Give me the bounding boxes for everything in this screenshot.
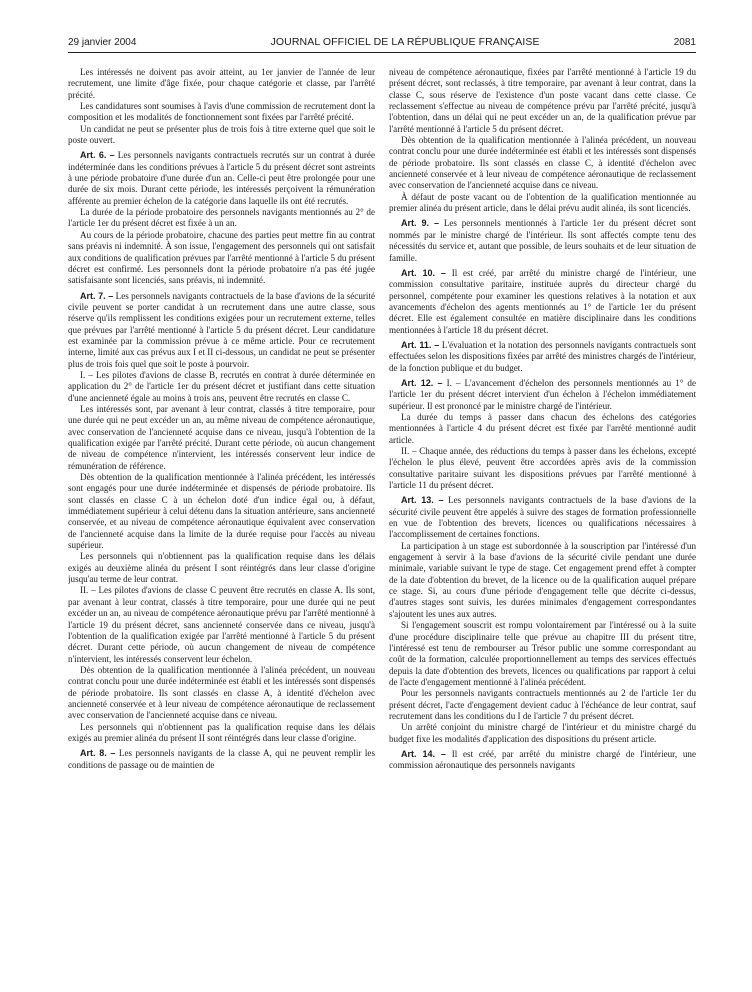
- paragraph: [68, 230, 375, 287]
- paragraph-text: L'évaluation et la notation des personnels navigants contractuels sont effectuées selon les dispositions fixées par arrêté des ministres chargés de l'intérieur, de la fonction publique et du budget.: [389, 339, 696, 373]
- right-column: [389, 67, 696, 992]
- paragraph: [68, 585, 375, 664]
- paragraph: [68, 370, 375, 404]
- paragraph: [68, 722, 375, 745]
- text-columns: [68, 67, 696, 992]
- paragraph-text: Dès obtention de la qualification mentionnée à l'alinéa précédent, un nouveau contrat conclu pour une durée indéterminée est établi et les intéressés sont dispensés de période probatoire. Ils sont classés en classe A, à identité d'échelon avec ancienneté conservée et à leur niveau de compétence aéronautique de reclassement avec conservation de l'ancienneté acquise dans ce niveau.: [68, 664, 375, 721]
- paragraph-text: Les intéressés ne doivent pas avoir atteint, au 1er janvier de l'année de leur recrutement, une limite d'âge fixée, pour chaque catégorie et classe, par l'arrêté précité.: [68, 67, 375, 100]
- paragraph-text: Il est créé, par arrêté du ministre chargé de l'intérieur, une commission aéronautique des personnels navigants: [389, 748, 696, 771]
- paragraph: [68, 124, 375, 147]
- article-number: Art. 10. –: [401, 267, 446, 278]
- paragraph: [389, 688, 696, 722]
- paragraph-text: Pour les personnels navigants contractuels mentionnés au 2 de l'article 1er du présent décret, l'acte d'engagement devient caduc à l'échéance de leur contrat, sauf recrutement dans les conditions du I de l'article 7 du présent décret.: [389, 688, 696, 721]
- paragraph-text: I. – L'avancement d'échelon des personnels mentionnés au 1° de l'article 1er du présent décret intervient d'un échelon à l'échelon immédiatement supérieur. Il est prononcé par le ministre chargé de l'intérieur.: [389, 377, 696, 411]
- article-paragraph: [389, 378, 696, 412]
- article-paragraph: [68, 748, 375, 771]
- paragraph: [389, 67, 696, 135]
- paragraph-text: Dès obtention de la qualification mentionnée à l'alinéa précédent, un nouveau contrat conclu pour une durée indéterminée est établi et les intéressés sont dispensés de période probatoire. Ils sont classés en classe C, à identité d'échelon avec ancienneté conservée et à leur niveau de compétence aéronautique de reclassement avec conservation de l'ancienneté acquise dans ce niveau.: [389, 135, 696, 191]
- paragraph: [68, 101, 375, 124]
- article-number: Art. 12. –: [401, 377, 443, 388]
- paragraph: [389, 192, 696, 215]
- article-number: Art. 11. –: [401, 339, 440, 350]
- header-date: 29 janvier 2004: [68, 37, 137, 48]
- article-number: Art. 9. –: [401, 218, 440, 229]
- article-number: Art. 14. –: [401, 748, 446, 759]
- paragraph: [68, 665, 375, 722]
- paragraph-text: II. – Chaque année, des réductions du temps à passer dans les échelons, excepté l'échelon le plus élevé, peuvent être accordées après avis de la commission consultative paritaire suivant les dispositions prévues par l'arrêté mentionné à l'article 11 du présent décret.: [389, 446, 696, 491]
- paragraph-text: II. – Les pilotes d'avions de classe C peuvent être recrutés en classe A. Ils sont, par avenant à leur contrat, classés à titre temporaire, pour une durée qui ne peut excéder un an, au niveau de compétence aéronautique prévu par l'arrêté mentionné à l'article 19 du présent décret, sans ancienneté conservée dans ce niveau, jusqu'à l'obtention de la qualification exigée par l'arrêté mentionné à l'article 5 du présent décret. Durant cette période, où aucun changement de niveau de compétence n'intervient, les intéressés conservent leur échelon.: [68, 585, 375, 664]
- paragraph-text: Un arrêté conjoint du ministre chargé de l'intérieur et du ministre chargé du budget fixe les modalités d'application des dispositions du présent article.: [389, 722, 696, 744]
- paragraph-text: Il est créé, par arrêté du ministre chargé de l'intérieur, une commission consultative paritaire, instituée auprès du directeur chargé du personnel, compétente pour examiner les questions relatives à la notation et aux avancements d'échelon des agents mentionnés au 1° de l'article 1er du présent décret. Elle est également consultée en matière disciplinaire dans les conditions mentionnées à l'article 18 du présent décret.: [389, 267, 696, 335]
- article-paragraph: [389, 218, 696, 263]
- paragraph: [389, 412, 696, 446]
- paragraph-text: I. – Les pilotes d'avions de classe B, recrutés en contrat à durée déterminée en application du 2° de l'article 1er du présent décret et justifiant dans cette situation d'une ancienneté égale au moins à trois ans, peuvent être recrutés en classe C.: [68, 369, 375, 403]
- paragraph-text: Dès obtention de la qualification mentionnée à l'alinéa précédent, les intéressés sont engagés pour une durée indéterminée et dispensés de période probatoire. Ils sont classés en classe C à un échelon doté d'un indice égal ou, à défaut, immédiatement supérieur à celui détenu dans la situation antérieure, sans ancienneté conservée, et au niveau de compétence aéronautique équivalent avec conservation de l'ancienneté acquise dans la limite de la durée requise pour l'accès au niveau supérieur.: [68, 472, 375, 551]
- article-paragraph: [389, 268, 696, 336]
- paragraph-text: Les personnels qui n'obtiennent pas la qualification requise dans les délais exigés au premier alinéa du présent II sont réintégrés dans leur classe d'origine.: [68, 721, 375, 743]
- paragraph-text: Les personnels navigants de la classe A, qui ne peuvent remplir les conditions de passage ou de maintien de: [68, 748, 375, 770]
- article-paragraph: [389, 749, 696, 772]
- paragraph: [389, 446, 696, 491]
- article-paragraph: [389, 340, 696, 374]
- paragraph-text: Les personnels navigants contractuels recrutés sur un contrat à durée indéterminée dans les conditions prévues à l'article 5 du présent décret sont astreints à une période probatoire d'une durée d'un an. Celle-ci peut être prolongée pour une durée de six mois. Durant cette période, les intéressés perçoivent la rémunération afférente au premier échelon de la catégorie dans laquelle ils ont été recrutés.: [68, 150, 375, 206]
- paragraph: [389, 135, 696, 192]
- paragraph-text: Les candidatures sont soumises à l'avis d'une commission de recrutement dont la composition et les modalités de fonctionnement sont fixées par l'arrêté précité.: [68, 101, 375, 123]
- paragraph-text: À défaut de poste vacant ou de l'obtention de la qualification mentionnée au premier alinéa du présent article, dans le délai prévu audit alinéa, ils sont licenciés.: [389, 191, 696, 214]
- article-number: Art. 7. –: [80, 290, 114, 301]
- paragraph-text: Les intéressés sont, par avenant à leur contrat, classés à titre temporaire, pour une durée qui ne peut excéder un an, au même niveau de compétence aéronautique, avec conservation de l'ancienneté acquise dans ce niveau, jusqu'à l'obtention de la qualification exigée par l'arrêté précité. Durant cette période, où aucun changement de niveau de compétence n'intervient, les intéressés conservent leur indice de rémunération de référence.: [68, 403, 375, 471]
- paragraph: [68, 551, 375, 585]
- paragraph: [68, 472, 375, 551]
- paragraph-text: Les personnels qui n'obtiennent pas la qualification requise dans les délais exigés au deuxième alinéa du présent I sont réintégrés dans leur classe d'origine jusqu'au terme de leur contrat.: [68, 551, 375, 585]
- paragraph: [68, 67, 375, 101]
- paragraph-text: Les personnels navigants contractuels de la base d'avions de la sécurité civile peuvent se porter candidat à un recrutement dans une autre classe, sous réserve qu'ils remplissent les conditions exigées pour un recrutement externe, telles que prévues par l'arrêté mentionné à l'article 5 du présent décret. Leur candidature est examinée par la commission prévue à ce même article. Pour ce recrutement interne, limité aux cas prévus aux I et II ci-dessous, un candidat ne peut se présenter plus de trois fois quel que soit le poste à pourvoir.: [68, 290, 375, 369]
- paragraph-text: Si l'engagement souscrit est rompu volontairement par l'intéressé ou à la suite d'une procédure disciplinaire telle que prévue au chapitre III du présent titre, l'intéressé est tenu de rembourser au Trésor public une somme correspondant au coût de la formation, calculée proportionnellement au temps des services effectués depuis la date d'obtention des brevets, licences ou qualifications par rapport à celui de l'acte d'engagement mentionné à l'alinéa précédent.: [389, 620, 696, 687]
- header-page-number: 2081: [673, 37, 696, 48]
- paragraph-text: La durée de la période probatoire des personnels navigants mentionnés au 2° de l'article 1er du présent décret est fixée à un an.: [68, 207, 375, 229]
- paragraph-text: niveau de compétence aéronautique, fixées par l'arrêté mentionné à l'article 19 du présent décret, sont reclassés, à titre temporaire, par avenant à leur contrat, dans la classe C, sous réserve de l'existence d'un poste vacant dans cette classe. Ce reclassement s'effectue au niveau de compétence prévu par l'arrêté précité, jusqu'à l'obtention, dans un délai qui ne peut excéder un an, de la qualification prévue par l'arrêté mentionné à l'article 5 du présent décret.: [389, 67, 696, 134]
- paragraph: [389, 722, 696, 745]
- article-paragraph: [68, 291, 375, 370]
- article-number: Art. 13. –: [401, 495, 444, 506]
- paragraph-text: Un candidat ne peut se présenter plus de trois fois à titre externe quel que soit le poste ouvert.: [68, 123, 375, 146]
- paragraph-text: La durée du temps à passer dans chacun des échelons des catégories mentionnées à l'article 4 du présent décret est fixée par l'arrêté mentionné audit article.: [389, 411, 696, 445]
- article-number: Art. 8. –: [80, 748, 116, 759]
- paragraph: [68, 404, 375, 472]
- paragraph: [389, 541, 696, 620]
- header-title: JOURNAL OFFICIEL DE LA RÉPUBLIQUE FRANÇAISE: [270, 36, 540, 48]
- page-header: [68, 36, 696, 53]
- paragraph-text: Les personnels mentionnés à l'article 1er du présent décret sont nommés par le ministre chargé de l'intérieur. Ils sont affectés compte tenu des nécessités du service et, autant que possible, de leurs souhaits et de leur situation de famille.: [389, 218, 696, 263]
- paragraph: [389, 620, 696, 688]
- article-paragraph: [389, 495, 696, 540]
- left-column: [68, 67, 375, 992]
- article-number: Art. 6. –: [80, 150, 115, 161]
- paragraph-text: La participation à un stage est subordonnée à la souscription par l'intéressé d'un engagement à servir à la base d'avions de la sécurité civile pendant une durée minimale, variable suivant le type de stage. Cet engagement prend effet à compter de la date d'obtention du brevet, de la licence ou de la qualification auquel prépare ce stage. Si, au cours d'une période d'engagement telle que décrite ci-dessus, d'autres stages sont suivis, les durées minimales d'engagement correspondantes s'ajoutent les unes aux autres.: [389, 540, 696, 619]
- article-paragraph: [68, 150, 375, 207]
- paragraph-text: Les personnels navigants contractuels de la base d'avions de la sécurité civile peuvent être appelés à suivre des stages de formation professionnelle en vue de l'obtention des brevets, licences ou qualifications nécessaires à l'accomplissement de certaines fonctions.: [389, 495, 696, 540]
- paragraph: [68, 207, 375, 230]
- paragraph-text: Au cours de la période probatoire, chacune des parties peut mettre fin au contrat sans préavis ni indemnité. À son issue, l'engagement des personnels qui ont satisfait aux conditions de qualification prévues par l'arrêté mentionné à l'article 5 du présent décret est confirmé. Les personnels dont la période probatoire n'a pas été jugée satisfaisante sont licenciés, sans préavis, ni indemnité.: [68, 229, 375, 286]
